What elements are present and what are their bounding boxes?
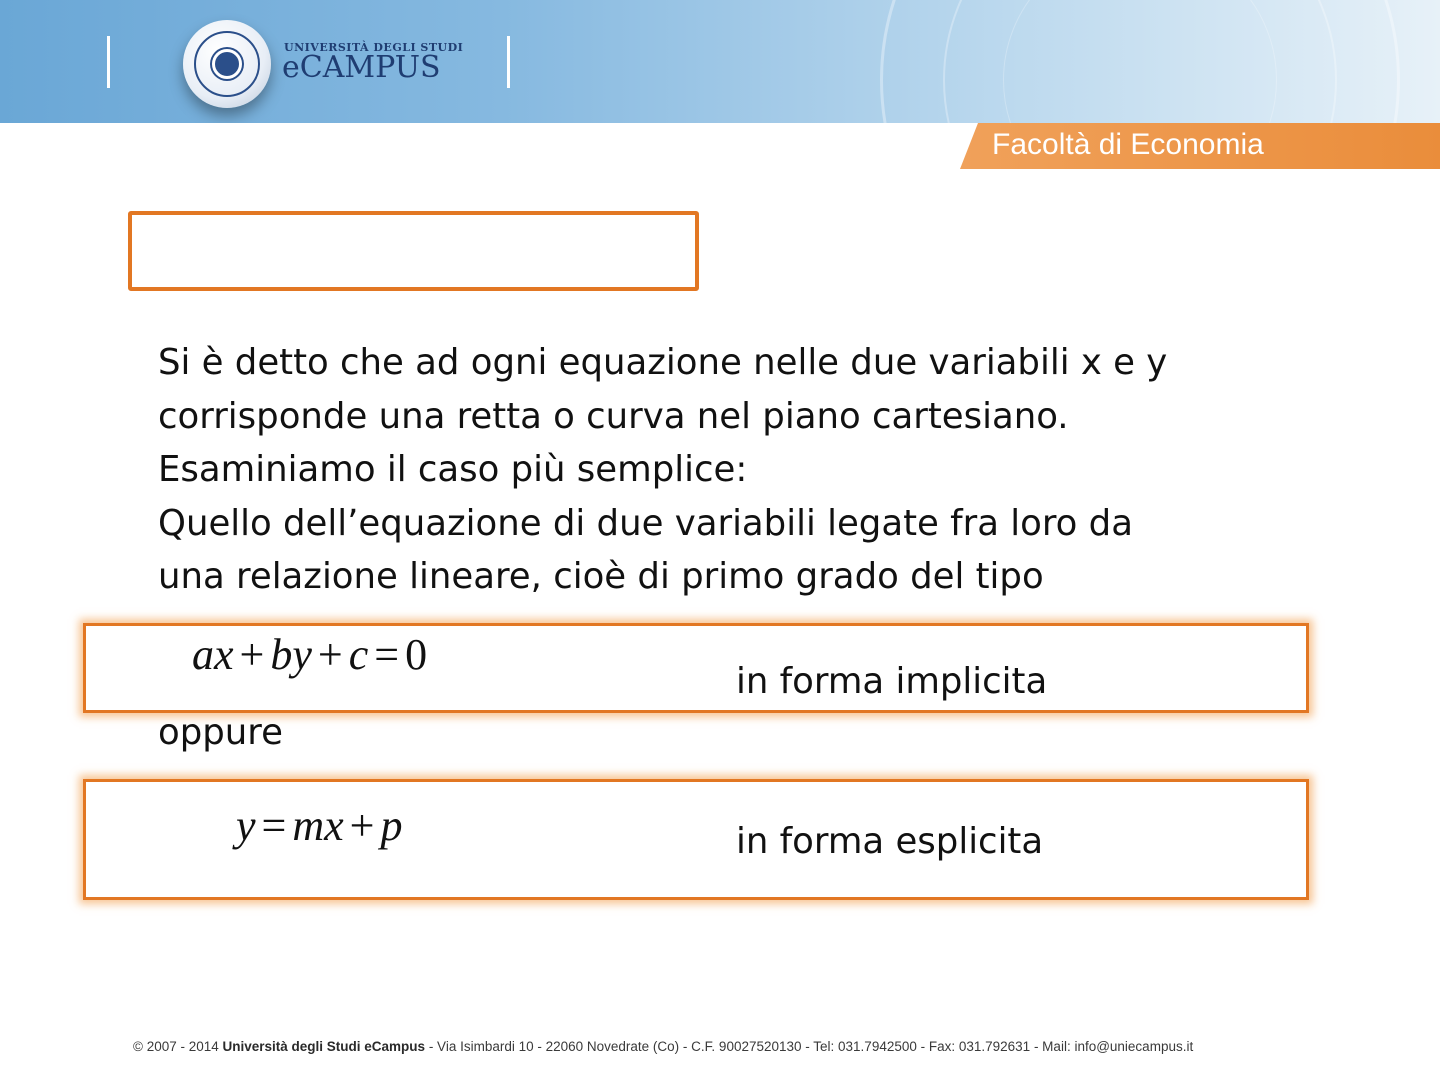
implicit-equation bbox=[192, 629, 427, 680]
formula-operator: = bbox=[261, 801, 287, 850]
footer-prefix: © 2007 - 2014 bbox=[133, 1039, 223, 1054]
header-divider-right bbox=[507, 36, 510, 88]
body-paragraph bbox=[158, 336, 1278, 604]
formula-term: by bbox=[270, 630, 312, 679]
formula-operator: + bbox=[317, 630, 343, 679]
seal-watermark bbox=[880, 0, 1400, 123]
footer-details: - Via Isimbardi 10 - 22060 Novedrate (Co) - C.F. 90027520130 - Tel: 031.7942500 - Fax: 031.792631 - Mail: info@uniecampus.it bbox=[425, 1039, 1194, 1054]
footer-copyright bbox=[133, 1039, 1193, 1054]
slide-title-box bbox=[128, 211, 699, 291]
implicit-form-box bbox=[83, 623, 1309, 713]
header-banner bbox=[0, 0, 1440, 123]
formula-operator: + bbox=[239, 630, 265, 679]
body-line: Esaminiamo il caso più semplice: bbox=[158, 449, 748, 490]
body-line: una relazione lineare, cioè di primo grado del tipo bbox=[158, 556, 1044, 597]
body-line: corrisponde una retta o curva nel piano cartesiano. bbox=[158, 395, 1069, 437]
explicit-form-label: in forma esplicita bbox=[736, 821, 1044, 862]
formula-term: p bbox=[380, 801, 403, 850]
body-line: Si è detto che ad ogni equazione nelle due variabili x e y bbox=[158, 342, 1168, 383]
seal-emblem-icon bbox=[212, 49, 242, 79]
formula-term: y bbox=[236, 801, 256, 850]
oppure-text: oppure bbox=[158, 712, 283, 753]
explicit-form-box bbox=[83, 779, 1309, 900]
formula-term: mx bbox=[292, 801, 344, 850]
ecampus-logo-text: eCAMPUS bbox=[282, 50, 441, 85]
formula-term: ax bbox=[192, 630, 234, 679]
explicit-equation bbox=[236, 800, 403, 851]
seal-ring bbox=[194, 31, 260, 97]
formula-term: 0 bbox=[405, 630, 428, 679]
implicit-form-label: in forma implicita bbox=[736, 661, 1048, 702]
header-divider-left bbox=[107, 36, 110, 88]
university-label: UNIVERSITÀ DEGLI STUDI bbox=[284, 41, 464, 54]
formula-operator: + bbox=[349, 801, 375, 850]
formula-term: c bbox=[348, 630, 369, 679]
formula-operator: = bbox=[374, 630, 400, 679]
footer-university: Università degli Studi eCampus bbox=[222, 1039, 426, 1054]
faculty-title: Facoltà di Economia bbox=[992, 128, 1264, 161]
body-line: Quello dell’equazione di due variabili legate fra loro da bbox=[158, 502, 1133, 544]
university-seal-logo bbox=[183, 20, 271, 108]
